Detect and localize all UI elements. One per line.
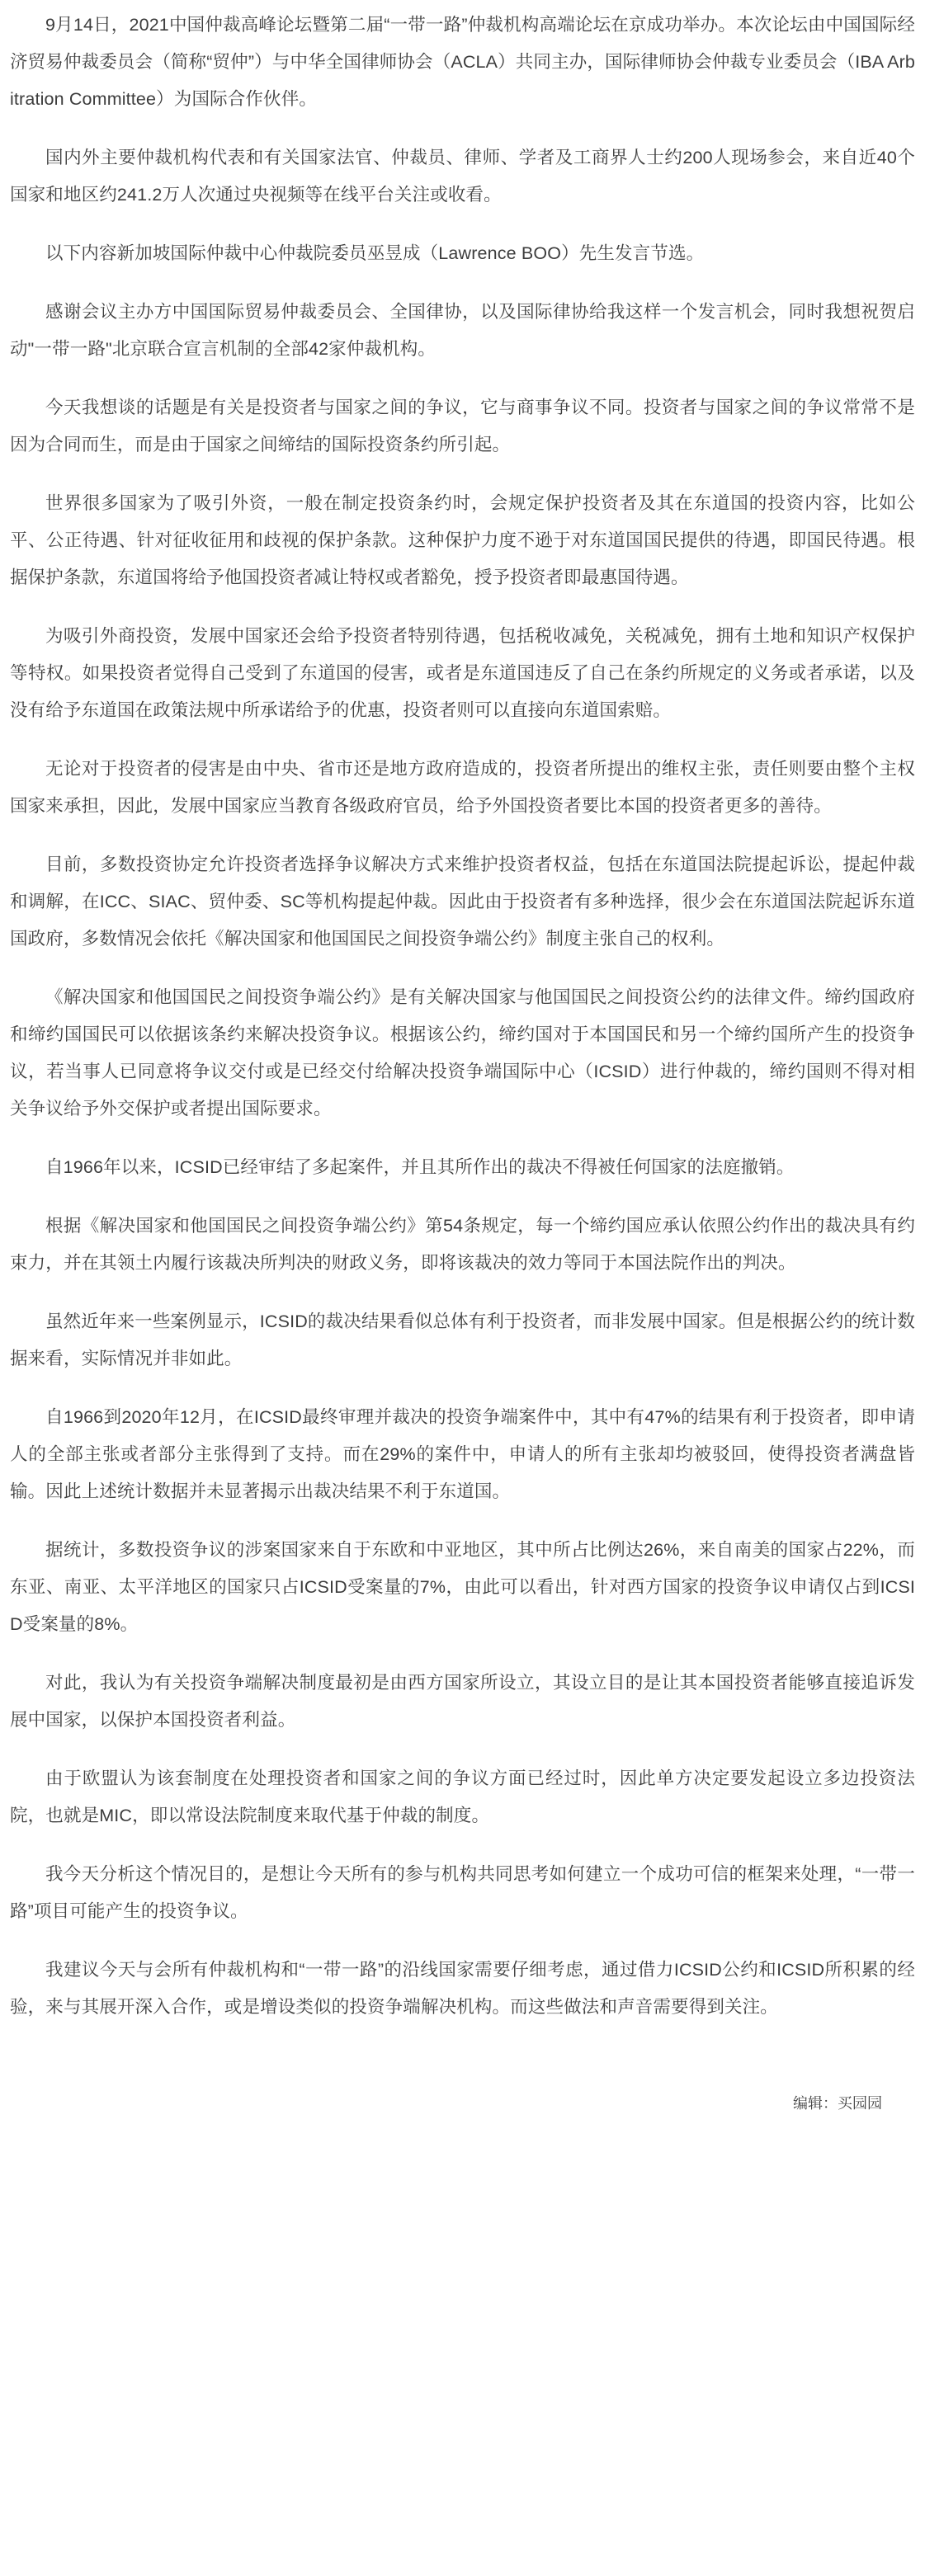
- paragraph: 世界很多国家为了吸引外资，一般在制定投资条约时，会规定保护投资者及其在东道国的投资内容，比如公平、公正待遇、针对征收征用和歧视的保护条款。这种保护力度不逊于对东道国国民提供的待遇，即国民待遇。根据保护条款，东道国将给予他国投资者减让特权或者豁免，授予投资者即最惠国待遇。: [10, 493, 915, 587]
- paragraph: 对此，我认为有关投资争端解决制度最初是由西方国家所设立，其设立目的是让其本国投资者能够直接追诉发展中国家，以保护本国投资者利益。: [10, 1673, 915, 1730]
- article-body: [10, 7, 915, 2026]
- paragraph: 自1966年以来，ICSID已经审结了多起案件，并且其所作出的裁决不得被任何国家的法庭撤销。: [45, 1157, 795, 1177]
- paragraph: 9月14日，2021中国仲裁高峰论坛暨第二届“一带一路”仲裁机构高端论坛在京成功举办。本次论坛由中国国际经济贸易仲裁委员会（简称“贸仲”）与中华全国律师协会（ACLA）共同主办，国际律师协会仲裁专业委员会（IBA Arbitration Committee）为国际合作伙伴。: [10, 15, 915, 109]
- paragraph: 自1966到2020年12月，在ICSID最终审理并裁决的投资争端案件中，其中有47%的结果有利于投资者，即申请人的全部主张或者部分主张得到了支持。而在29%的案件中，申请人的所有主张却均被驳回，使得投资者满盘皆输。因此上述统计数据并未显著揭示出裁决结果不利于东道国。: [10, 1407, 915, 1501]
- paragraph: 虽然近年来一些案例显示，ICSID的裁决结果看似总体有利于投资者，而非发展中国家。但是根据公约的统计数据来看，实际情况并非如此。: [10, 1312, 915, 1368]
- paragraph: 感谢会议主办方中国国际贸易仲裁委员会、全国律协，以及国际律协给我这样一个发言机会，同时我想祝贺启动"一带一路"北京联合宣言机制的全部42家仲裁机构。: [10, 302, 915, 359]
- article-footer: [10, 2090, 915, 2117]
- paragraph: 无论对于投资者的侵害是由中央、省市还是地方政府造成的，投资者所提出的维权主张，责任则要由整个主权国家来承担，因此，发展中国家应当教育各级政府官员，给予外国投资者要比本国的投资者更多的善待。: [10, 759, 915, 816]
- paragraph: 目前，多数投资协定允许投资者选择争议解决方式来维护投资者权益，包括在东道国法院提起诉讼，提起仲裁和调解，在ICC、SIAC、贸仲委、SC等机构提起仲裁。因此由于投资者有多种选择，很少会在东道国法院起诉东道国政府，多数情况会依托《解决国家和他国国民之间投资争端公约》制度主张自己的权利。: [10, 855, 915, 949]
- paragraph: 我今天分析这个情况目的，是想让今天所有的参与机构共同思考如何建立一个成功可信的框架来处理，“一带一路”项目可能产生的投资争议。: [10, 1864, 915, 1921]
- paragraph: 根据《解决国家和他国国民之间投资争端公约》第54条规定，每一个缔约国应承认依照公约作出的裁决具有约束力，并在其领土内履行该裁决所判决的财政义务，即将该裁决的效力等同于本国法院作出的判决。: [10, 1216, 915, 1273]
- paragraph: 为吸引外商投资，发展中国家还会给予投资者特别待遇，包括税收减免，关税减免，拥有土地和知识产权保护等特权。如果投资者觉得自己受到了东道国的侵害，或者是东道国违反了自己在条约所规定的义务或者承诺，以及没有给予东道国在政策法规中所承诺给予的优惠，投资者则可以直接向东道国索赔。: [10, 626, 915, 720]
- paragraph: 今天我想谈的话题是有关是投资者与国家之间的争议，它与商事争议不同。投资者与国家之间的争议常常不是因为合同而生，而是由于国家之间缔结的国际投资条约所引起。: [10, 398, 915, 454]
- paragraph: 以下内容新加坡国际仲裁中心仲裁院委员巫昱成（Lawrence BOO）先生发言节选。: [45, 243, 705, 263]
- paragraph: 由于欧盟认为该套制度在处理投资者和国家之间的争议方面已经过时，因此单方决定要发起设立多边投资法院，也就是MIC，即以常设法院制度来取代基于仲裁的制度。: [10, 1768, 915, 1825]
- editor-credit: 编辑：买园园: [793, 2095, 882, 2112]
- paragraph: 我建议今天与会所有仲裁机构和“一带一路”的沿线国家需要仔细考虑，通过借力ICSID公约和ICSID所积累的经验，来与其展开深入合作，或是增设类似的投资争端解决机构。而这些做法和声音需要得到关注。: [10, 1960, 915, 2017]
- paragraph: 国内外主要仲裁机构代表和有关国家法官、仲裁员、律师、学者及工商界人士约200人现场参会，来自近40个国家和地区约241.2万人次通过央视频等在线平台关注或收看。: [10, 148, 915, 205]
- paragraph: 《解决国家和他国国民之间投资争端公约》是有关解决国家与他国国民之间投资公约的法律文件。缔约国政府和缔约国国民可以依据该条约来解决投资争议。根据该公约，缔约国对于本国国民和另一个缔约国所产生的投资争议，若当事人已同意将争议交付或是已经交付给解决投资争端国际中心（ICSID）进行仲裁的，缔约国则不得对相关争议给予外交保护或者提出国际要求。: [10, 987, 915, 1118]
- paragraph: 据统计，多数投资争议的涉案国家来自于东欧和中亚地区，其中所占比例达26%，来自南美的国家占22%，而东亚、南亚、太平洋地区的国家只占ICSID受案量的7%，由此可以看出，针对西方国家的投资争议申请仅占到ICSID受案量的8%。: [10, 1540, 915, 1634]
